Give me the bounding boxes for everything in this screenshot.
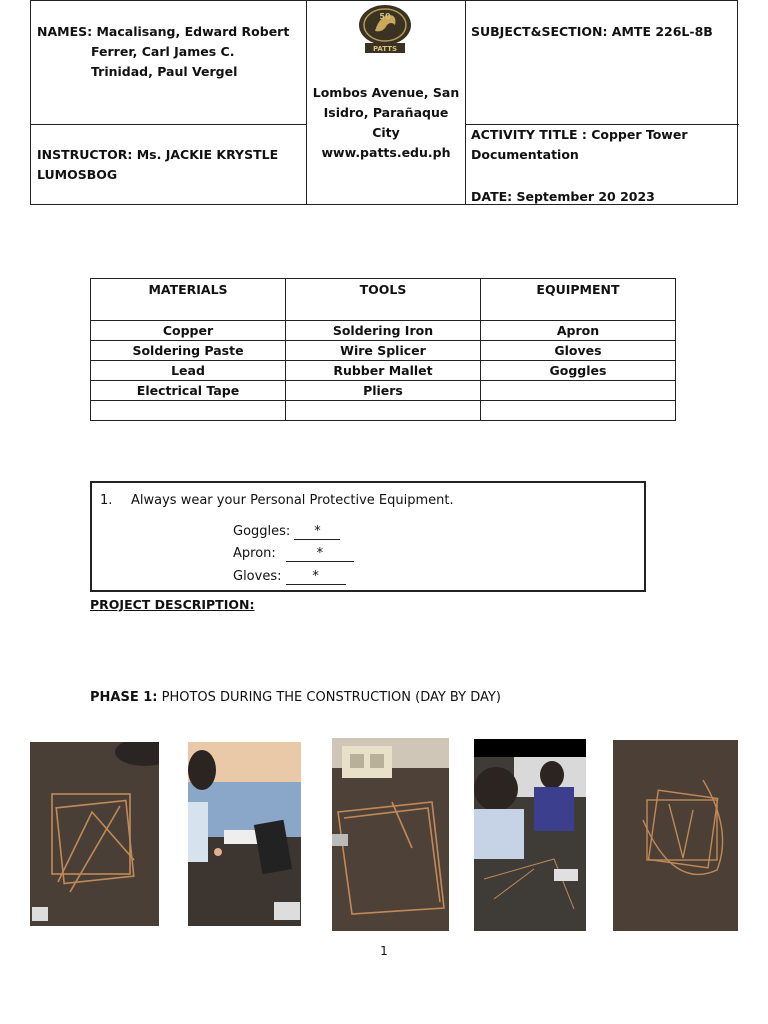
- table-cell: Pliers: [286, 381, 481, 401]
- school-logo: [353, 3, 417, 59]
- table-header-row: [91, 279, 676, 321]
- ppe-check: *: [286, 569, 346, 585]
- phase-label: PHASE 1:: [90, 690, 158, 705]
- name-2: Ferrer, Carl James C.: [91, 44, 235, 59]
- table-cell: Rubber Mallet: [286, 361, 481, 381]
- website: www.patts.edu.ph: [321, 145, 451, 160]
- ppe-label: Apron:: [233, 546, 276, 561]
- column-header: TOOLS: [286, 279, 481, 321]
- name-1: Macalisang, Edward Robert: [96, 24, 290, 39]
- table-cell: Goggles: [480, 361, 675, 381]
- header-table: [30, 0, 738, 205]
- column-header: EQUIPMENT: [480, 279, 675, 321]
- table-cell: [480, 381, 675, 401]
- name-3: Trinidad, Paul Vergel: [91, 64, 238, 79]
- subject-section: SUBJECT&SECTION: AMTE 226L-8B: [471, 24, 713, 39]
- table-cell: Soldering Paste: [91, 341, 286, 361]
- project-description-heading: PROJECT DESCRIPTION:: [90, 597, 255, 612]
- phase-heading: [90, 690, 501, 705]
- safety-box: [90, 481, 646, 592]
- table-cell: [286, 401, 481, 421]
- phase-text: PHOTOS DURING THE CONSTRUCTION (DAY BY DAY): [157, 690, 501, 705]
- table-row: [91, 321, 676, 341]
- table-cell: Wire Splicer: [286, 341, 481, 361]
- ppe-check: *: [286, 546, 354, 562]
- ppe-label: Goggles:: [233, 524, 291, 539]
- date: DATE: September 20 2023: [471, 189, 655, 204]
- construction-photo-1: [30, 742, 159, 926]
- address-cell: [307, 83, 465, 163]
- table-row: [91, 381, 676, 401]
- address-line: City: [372, 125, 400, 140]
- table-cell: Apron: [480, 321, 675, 341]
- table-cell: [91, 401, 286, 421]
- table-cell: Electrical Tape: [91, 381, 286, 401]
- instructor-cell: INSTRUCTOR: Ms. JACKIE KRYSTLE LUMOSBOG: [37, 147, 279, 182]
- table-cell: [480, 401, 675, 421]
- list-number: 1.: [100, 493, 113, 508]
- table-cell: Lead: [91, 361, 286, 381]
- address-line: Lombos Avenue, San: [312, 85, 460, 100]
- ppe-item: [233, 524, 340, 540]
- table-cell: Copper: [91, 321, 286, 341]
- ppe-check: *: [294, 524, 340, 540]
- ppe-item: [233, 546, 354, 562]
- names-cell: [37, 22, 299, 82]
- table-cell: Gloves: [480, 341, 675, 361]
- table-cell: Soldering Iron: [286, 321, 481, 341]
- materials-table: [90, 278, 676, 421]
- divider: [465, 1, 466, 204]
- divider: [31, 124, 306, 125]
- page-number: 1: [380, 944, 388, 958]
- table-row: [91, 341, 676, 361]
- column-header: MATERIALS: [91, 279, 286, 321]
- ppe-item: [233, 569, 346, 585]
- table-row: [91, 401, 676, 421]
- activity-title: ACTIVITY TITLE : Copper Tower Documentation: [471, 127, 688, 162]
- ppe-label: Gloves:: [233, 569, 282, 584]
- address-line: Isidro, Parañaque: [323, 105, 449, 120]
- names-label: NAMES:: [37, 24, 93, 39]
- table-row: [91, 361, 676, 381]
- construction-photo-3: [332, 738, 449, 931]
- construction-photo-2: [188, 742, 301, 926]
- logo-text: PATTS: [372, 45, 398, 53]
- construction-photo-4: [474, 739, 586, 931]
- construction-photo-5: [613, 740, 738, 931]
- logo-number: 50: [379, 12, 391, 21]
- safety-rule: Always wear your Personal Protective Equipment.: [131, 493, 454, 508]
